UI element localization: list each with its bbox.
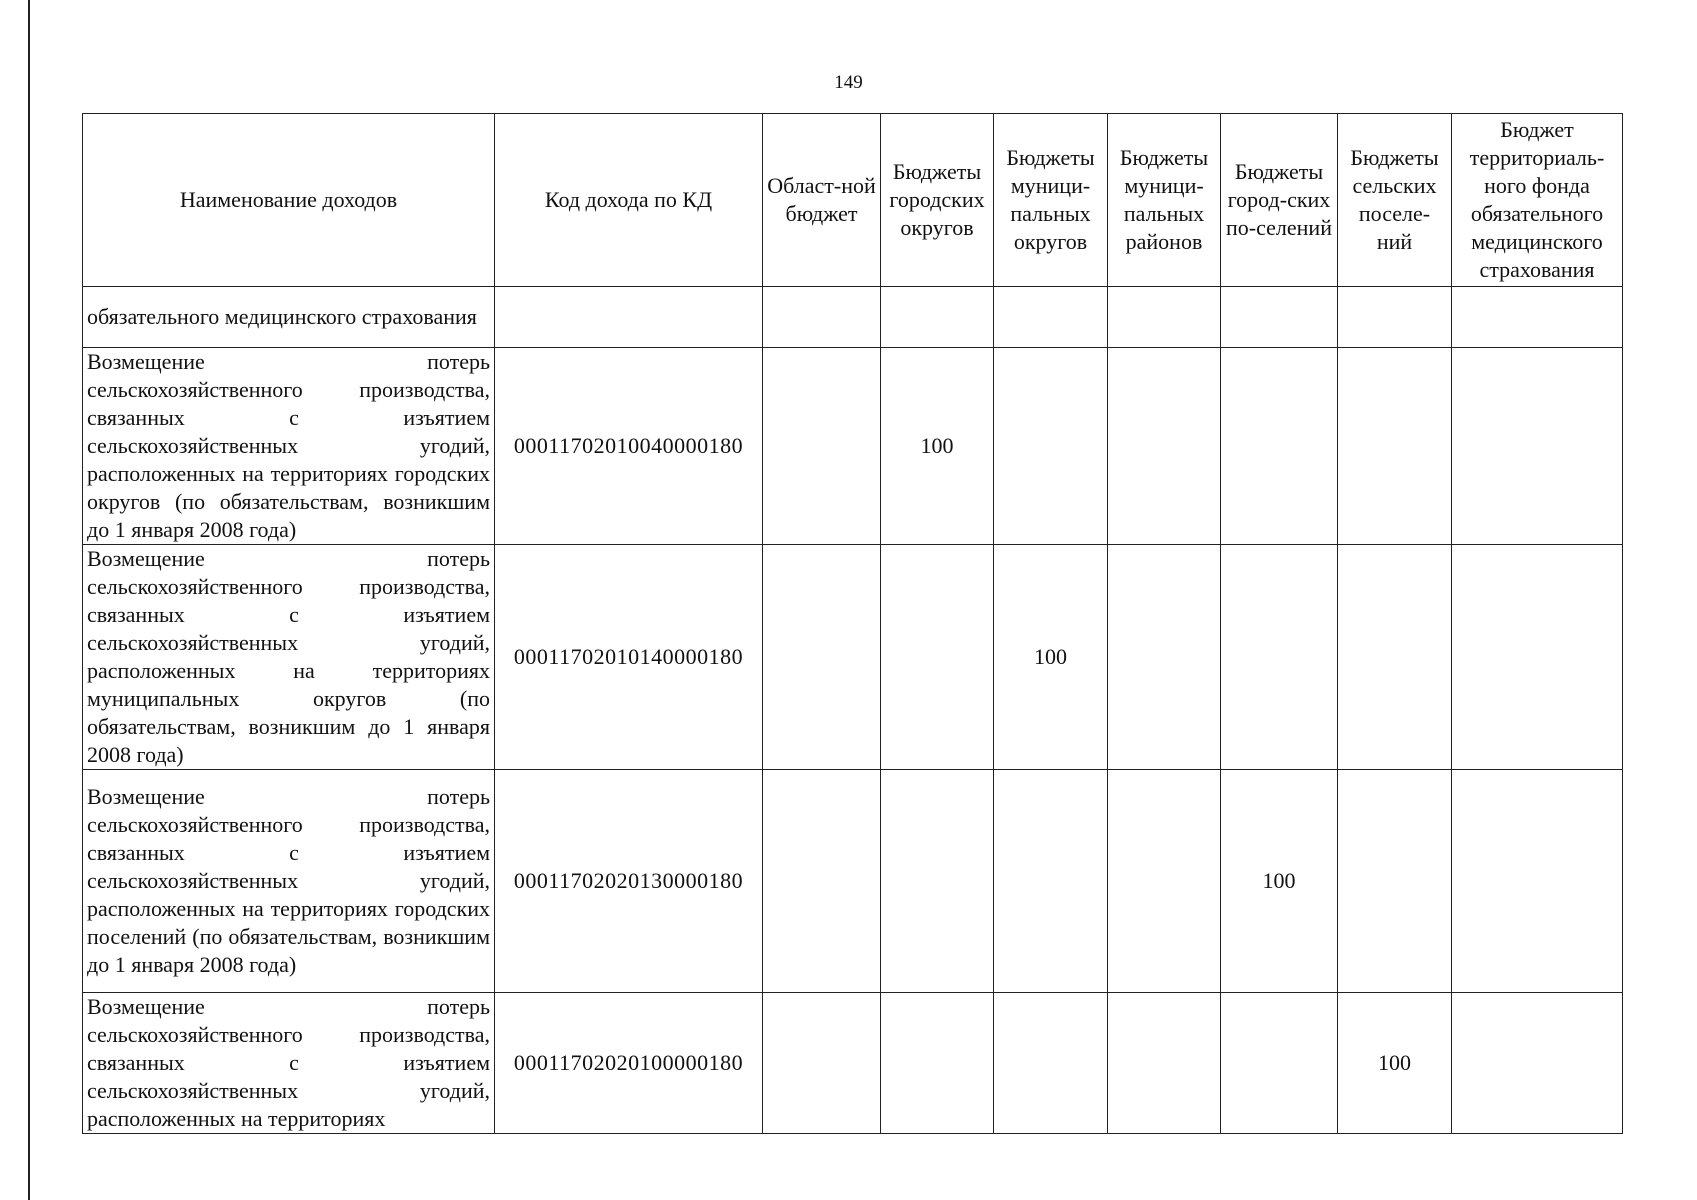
revenue-name: Возмещение потерь сельскохозяйственного производства, связанных с изъятием сельскохозяйственных угодий, расположенных на территориях муниципальных округов (по обязательствам, возникшим до 1 января 2008 года) (83, 545, 495, 770)
municipal-raions-share (1108, 287, 1221, 348)
binding-margin-line (28, 0, 30, 1200)
municipal-raions-share (1108, 770, 1221, 993)
city-districts-share (881, 770, 994, 993)
mhi-fund-share (1452, 770, 1623, 993)
header-municipal-okrugs: Бюджеты муници-пальных округов (994, 114, 1108, 287)
rural-settlements-share: 100 (1338, 993, 1452, 1134)
revenue-code: 00011702010040000180 (495, 348, 763, 545)
mhi-fund-share (1452, 993, 1623, 1134)
city-settlements-share (1221, 287, 1338, 348)
rural-settlements-share (1338, 287, 1452, 348)
regional-share (763, 993, 881, 1134)
municipal-raions-share (1108, 545, 1221, 770)
municipal-okrugs-share: 100 (994, 545, 1108, 770)
city-settlements-share: 100 (1221, 770, 1338, 993)
revenue-code: 00011702010140000180 (495, 545, 763, 770)
revenue-name: Возмещение потерь сельскохозяйственного производства, связанных с изъятием сельскохозяйственных угодий, расположенных на территориях городских поселений (по обязательствам, возникшим до 1 января 2008 года) (83, 770, 495, 993)
city-districts-share (881, 545, 994, 770)
municipal-okrugs-share (994, 993, 1108, 1134)
city-districts-share (881, 993, 994, 1134)
regional-share (763, 545, 881, 770)
header-regional-budget: Област-ной бюджет (763, 114, 881, 287)
revenue-code (495, 287, 763, 348)
city-districts-share (881, 287, 994, 348)
mhi-fund-share (1452, 545, 1623, 770)
table-row (83, 770, 1623, 993)
municipal-okrugs-share (994, 770, 1108, 993)
city-settlements-share (1221, 545, 1338, 770)
header-city-settlements: Бюджеты город-ских по-селений (1221, 114, 1338, 287)
header-municipal-raions: Бюджеты муници-пальных районов (1108, 114, 1221, 287)
regional-share (763, 348, 881, 545)
revenue-name: Возмещение потерь сельскохозяйственного производства, связанных с изъятием сельскохозяйственных угодий, расположенных на территориях (83, 993, 495, 1134)
municipal-raions-share (1108, 993, 1221, 1134)
table-row (83, 545, 1623, 770)
header-code: Код дохода по КД (495, 114, 763, 287)
revenue-code: 00011702020100000180 (495, 993, 763, 1134)
municipal-okrugs-share (994, 348, 1108, 545)
mhi-fund-share (1452, 348, 1623, 545)
table-row (83, 993, 1623, 1134)
revenue-name: обязательного медицинского страхования (83, 287, 495, 348)
rural-settlements-share (1338, 770, 1452, 993)
revenue-name: Возмещение потерь сельскохозяйственного производства, связанных с изъятием сельскохозяйственных угодий, расположенных на территориях городских округов (по обязательствам, возникшим до 1 января 2008 года) (83, 348, 495, 545)
rural-settlements-share (1338, 545, 1452, 770)
header-name: Наименование доходов (83, 114, 495, 287)
table-row (83, 348, 1623, 545)
header-city-districts: Бюджеты городских округов (881, 114, 994, 287)
mhi-fund-share (1452, 287, 1623, 348)
city-settlements-share (1221, 348, 1338, 545)
page-number: 149 (834, 72, 863, 93)
revenue-distribution-table (82, 113, 1623, 1134)
municipal-okrugs-share (994, 287, 1108, 348)
table-row (83, 287, 1623, 348)
city-districts-share: 100 (881, 348, 994, 545)
rural-settlements-share (1338, 348, 1452, 545)
municipal-raions-share (1108, 348, 1221, 545)
header-rural-settlements: Бюджеты сельских поселе-ний (1338, 114, 1452, 287)
city-settlements-share (1221, 993, 1338, 1134)
revenue-code: 00011702020130000180 (495, 770, 763, 993)
header-mhi-fund: Бюджет территориаль-ного фонда обязательного медицинского страхования (1452, 114, 1623, 287)
regional-share (763, 770, 881, 993)
regional-share (763, 287, 881, 348)
table-header-row (83, 114, 1623, 287)
